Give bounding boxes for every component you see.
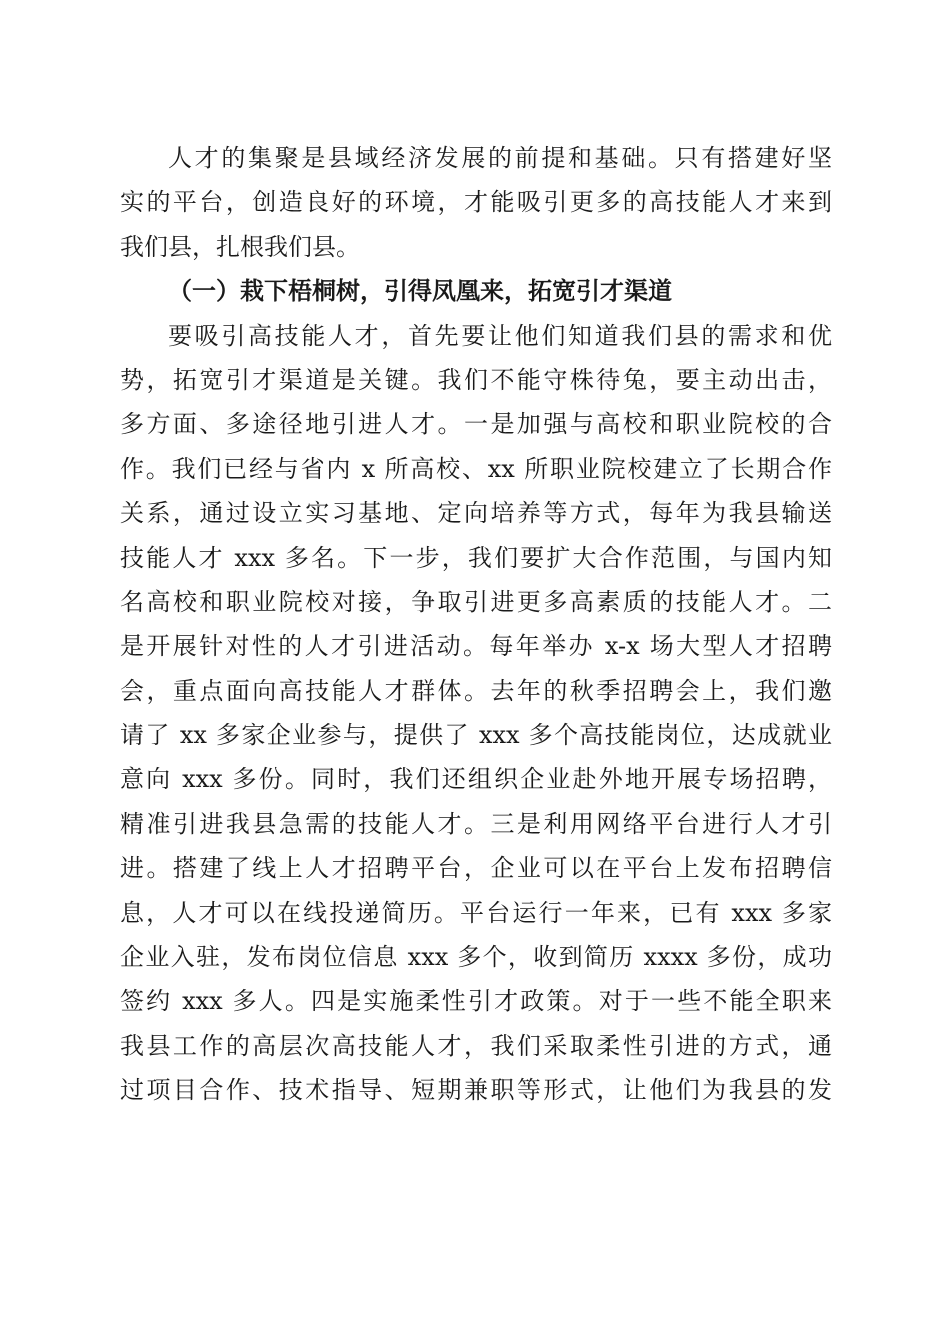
paragraph-line: 企业入驻，发布岗位信息 xxx 多个，收到简历 xxxx 多份，成功 xyxy=(120,943,832,972)
paragraph-line: 会，重点面向高技能人才群体。去年的秋季招聘会上，我们邀 xyxy=(120,676,832,705)
paragraph-line: 要吸引高技能人才，首先要让他们知道我们县的需求和优 xyxy=(168,321,832,350)
paragraph-talent-channels xyxy=(120,314,832,1113)
paragraph-line: 作。我们已经与省内 x 所高校、xx 所职业院校建立了长期合作 xyxy=(120,454,832,483)
paragraph-line: 势，拓宽引才渠道是关键。我们不能守株待兔，要主动出击， xyxy=(120,365,832,394)
paragraph-line: 技能人才 xxx 多名。下一步，我们要扩大合作范围，与国内知 xyxy=(120,543,832,572)
document-body xyxy=(120,136,832,1113)
paragraph-line: 关系，通过设立实习基地、定向培养等方式，每年为我县输送 xyxy=(120,499,832,528)
paragraph-line: 签约 xxx 多人。四是实施柔性引才政策。对于一些不能全职来 xyxy=(120,987,832,1016)
paragraph-line: 名高校和职业院校对接，争取引进更多高素质的技能人才。二 xyxy=(120,587,832,616)
paragraph-line: 精准引进我县急需的技能人才。三是利用网络平台进行人才引 xyxy=(120,809,832,838)
paragraph-line: 意向 xxx 多份。同时，我们还组织企业赴外地开展专场招聘， xyxy=(120,765,832,794)
paragraph-line: 进。搭建了线上人才招聘平台，企业可以在平台上发布招聘信 xyxy=(120,854,832,883)
paragraph-line: 多方面、多途径地引进人才。一是加强与高校和职业院校的合 xyxy=(120,410,832,439)
paragraph-line: 我县工作的高层次高技能人才，我们采取柔性引进的方式，通 xyxy=(120,1031,832,1060)
paragraph-line: 过项目合作、技术指导、短期兼职等形式，让他们为我县的发 xyxy=(120,1076,832,1105)
paragraph-line: 人才的集聚是县域经济发展的前提和基础。只有搭建好坚 xyxy=(168,144,832,172)
paragraph-line: 是开展针对性的人才引进活动。每年举办 x-x 场大型人才招聘 xyxy=(120,632,832,661)
paragraph-line: 我们县，扎根我们县。 xyxy=(120,232,360,261)
section-heading: （一）栽下梧桐树，引得凤凰来，拓宽引才渠道 xyxy=(168,276,672,306)
paragraph-intro xyxy=(120,136,832,269)
paragraph-line: 请了 xx 多家企业参与，提供了 xxx 多个高技能岗位，达成就业 xyxy=(120,721,832,750)
paragraph-line: 实的平台，创造良好的环境，才能吸引更多的高技能人才来到 xyxy=(120,188,832,217)
paragraph-line: 息，人才可以在线投递简历。平台运行一年来，已有 xxx 多家 xyxy=(120,898,832,927)
